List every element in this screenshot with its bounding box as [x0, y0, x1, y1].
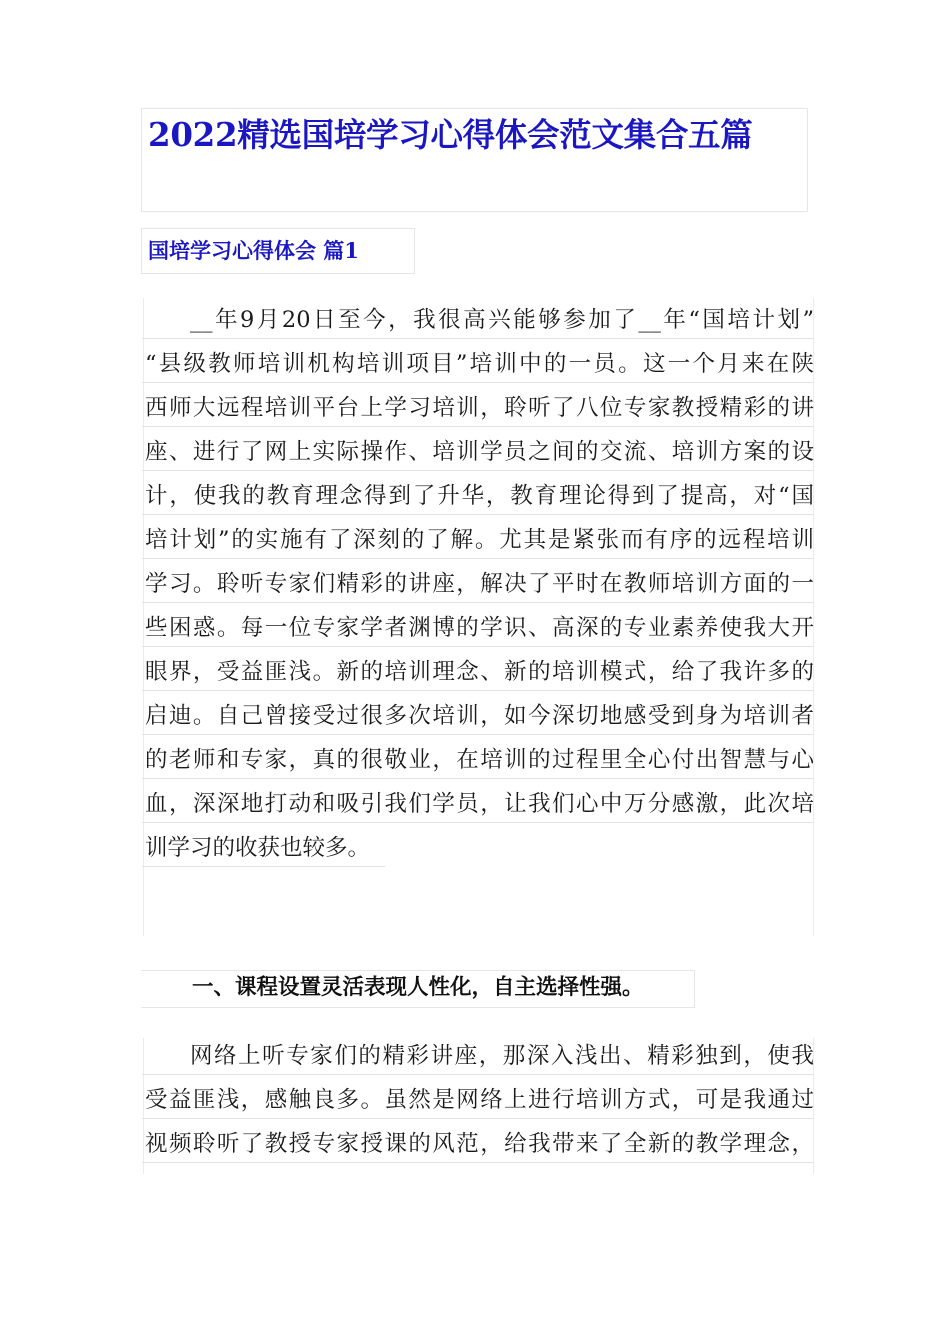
- paragraph-line: 视频聆听了教授专家授课的风范，给我带来了全新的教学理念，: [145, 1122, 814, 1166]
- paragraph-2: [145, 1034, 814, 1166]
- paragraph-1: [145, 298, 814, 870]
- paragraph-line: 的老师和专家，真的很敬业，在培训的过程里全心付出智慧与心: [145, 738, 814, 782]
- paragraph-line: 西师大远程培训平台上学习培训，聆听了八位专家教授精彩的讲: [145, 386, 814, 430]
- section-title: 国培学习心得体会 篇1: [148, 238, 359, 263]
- paragraph-line: 些困惑。每一位专家学者渊博的学识、高深的专业素养使我大开: [145, 606, 814, 650]
- subheading: 一、课程设置灵活表现人性化，自主选择性强。: [192, 975, 644, 1000]
- paragraph-line: 培计划”的实施有了深刻的了解。尤其是紧张而有序的远程培训: [145, 518, 814, 562]
- paragraph-line: 座、进行了网上实际操作、培训学员之间的交流、培训方案的设: [145, 430, 814, 474]
- paragraph-line: 计，使我的教育理念得到了升华，教育理论得到了提高，对“国: [145, 474, 814, 518]
- document-title: 2022精选国培学习心得体会范文集合五篇: [148, 115, 753, 154]
- paragraph-line: 网络上听专家们的精彩讲座，那深入浅出、精彩独到，使我: [145, 1034, 814, 1078]
- paragraph-line: “县级教师培训机构培训项目”培训中的一员。这一个月来在陕: [145, 342, 814, 386]
- paragraph-line: __年9月20日至今，我很高兴能够参加了__年“国培计划”: [145, 298, 814, 342]
- paragraph-line: 启迪。自己曾接受过很多次培训，如今深切地感受到身为培训者: [145, 694, 814, 738]
- paragraph-line: 血，深深地打动和吸引我们学员，让我们心中万分感激，此次培: [145, 782, 814, 826]
- paragraph-line: 学习。聆听专家们精彩的讲座，解决了平时在教师培训方面的一: [145, 562, 814, 606]
- paragraph-line: 受益匪浅，感触良多。虽然是网络上进行培训方式，可是我通过: [145, 1078, 814, 1122]
- paragraph-line: 眼界，受益匪浅。新的培训理念、新的培训模式，给了我许多的: [145, 650, 814, 694]
- paragraph-line: 训学习的收获也较多。: [145, 826, 385, 870]
